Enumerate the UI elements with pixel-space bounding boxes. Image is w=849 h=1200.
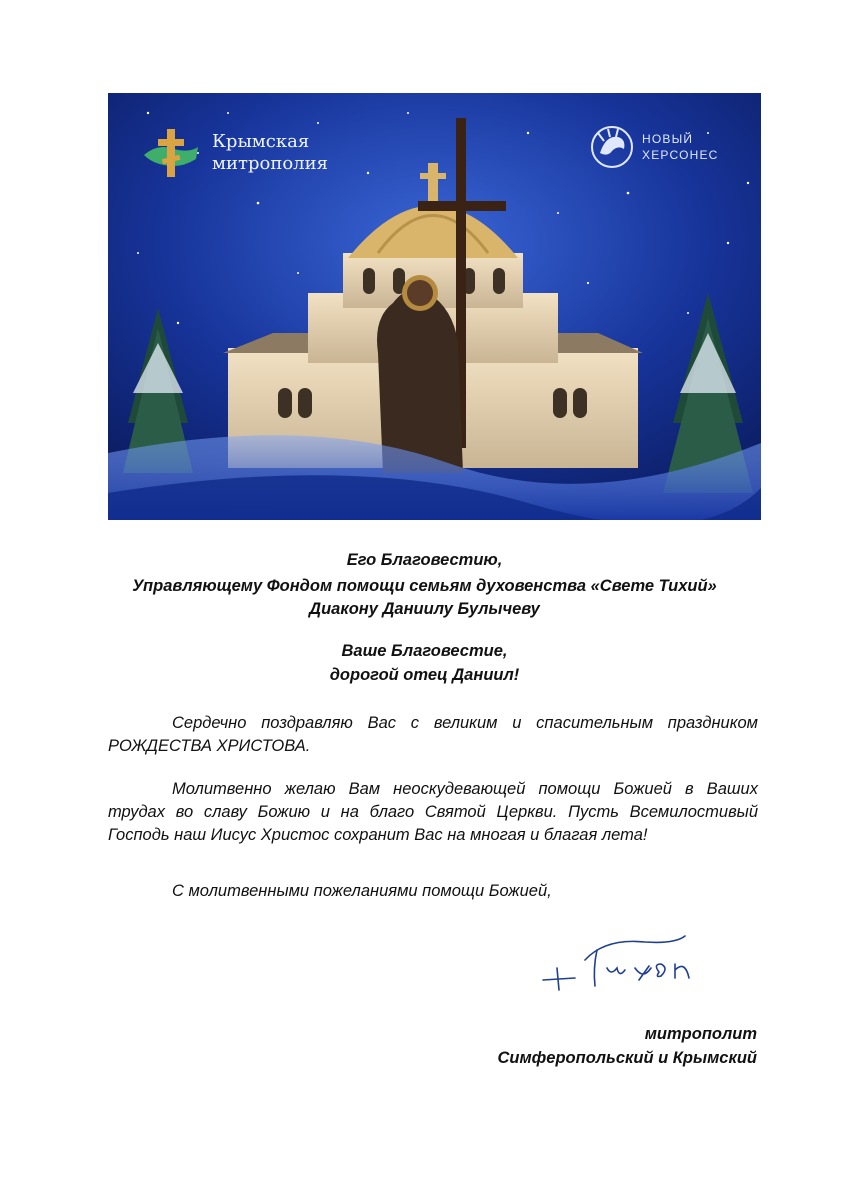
signatory-title-line-2: Симферопольский и Крымский (497, 1049, 757, 1067)
paragraph-2-text: Молитвенно желаю Вам неоскудевающей помощи Божией в Ваших трудах во славу Божию и на благо Святой Церкви. Пусть Всемилостивый Господь наш Иисус Христос сохранит Вас на многая и благая лета! (108, 780, 758, 844)
paragraph-3-text: С молитвенными пожеланиями помощи Божией, (172, 882, 552, 900)
logo-right-line1: НОВЫЙ (642, 132, 694, 146)
address-line-1: Его Благовестию, (346, 551, 503, 569)
orthodox-cross-icon (140, 125, 202, 181)
griffin-icon (588, 123, 636, 171)
greeting-line-2: дорогой отец Даниил! (329, 666, 520, 684)
logo-left-line1: Крымская (212, 131, 310, 152)
signatory-title (497, 1022, 757, 1070)
paragraph-congratulation (108, 712, 758, 758)
paragraph-closing (108, 880, 758, 903)
address-line-2: Управляющему Фондом помощи семьям духовенства «Свете Тихий» (132, 577, 717, 595)
address-line-3: Диакону Даниилу Булычеву (309, 600, 540, 618)
signatory-title-line-1: митрополит (644, 1025, 757, 1043)
logo-left-line2: митрополия (212, 153, 328, 174)
crimean-metropolis-logo (140, 125, 328, 181)
paragraph-wishes (108, 778, 758, 847)
handwritten-signature (535, 928, 705, 998)
christmas-banner (108, 93, 761, 520)
logo-right-line2: ХЕРСОНЕС (642, 148, 719, 162)
paragraph-1-text: Сердечно поздравляю Вас с великим и спасительным праздником РОЖДЕСТВА ХРИСТОВА. (108, 714, 758, 755)
greeting-line-1: Ваше Благовестие, (341, 642, 508, 660)
new-chersonese-logo (588, 123, 719, 171)
